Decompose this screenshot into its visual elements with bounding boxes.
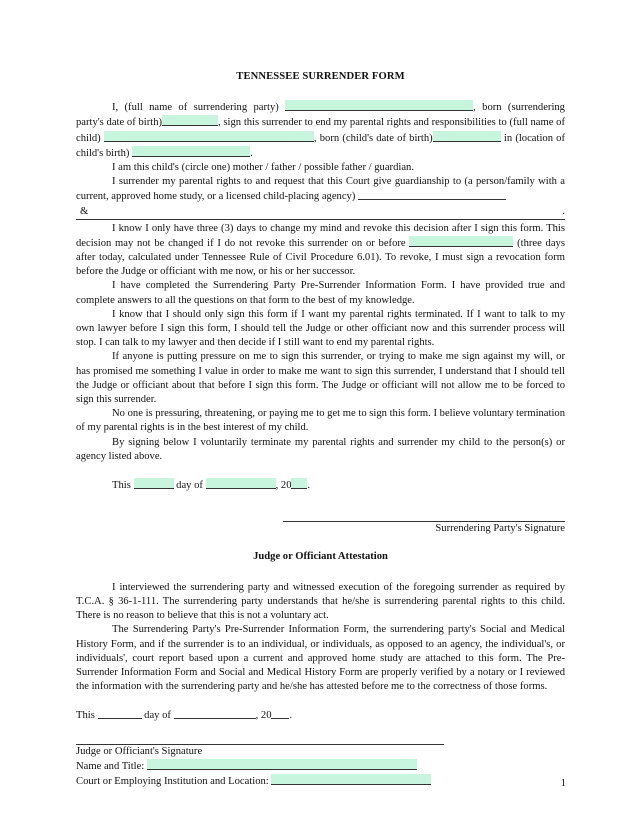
paragraph-lawyer: I know that I should only sign this form if I want my parental rights terminated. If I want to talk to my own lawyer before I sign this form, I should tell the Judge or other officiant now and this surrender process will stop. I can talk to my lawyer and then decide if I still want to end my parental rights. (76, 308, 565, 349)
attestation-heading: Judge or Officiant Attestation (253, 551, 388, 563)
label-child-name: , sign this surrender to end my parental rights and responsibilities to (full name of child) (76, 117, 566, 144)
attestation-date-line (76, 708, 565, 723)
paragraph-revocation (76, 222, 565, 280)
attestation-paragraph-1: I interviewed the surrendering party and witnessed execution of the foregoing surrender as required by T.C.A. § 36-1-111. The surrendering party understands that he/she is surrendering parental rights to this child. There is no reason to believe that this is not a voluntary act. (76, 581, 565, 622)
date-year-label: , 20 (275, 480, 292, 492)
name-title-label: Name and Title: (76, 760, 145, 772)
revocation-text-2: (three days after today, calculated under Tennessee Rule of Civil Procedure 6.01). To revoke, I must sign a revocation form before the Judge or officiant with me now, or his or her successor. (76, 237, 565, 278)
attestation-day-field[interactable] (98, 708, 142, 719)
paragraph-relationship: I am this child's (circle one) mother / father / possible father / guardian. (112, 162, 414, 174)
paragraph-signing: By signing below I voluntarily terminate my parental rights and surrender my child to the person(s) or agency listed above. (76, 436, 565, 462)
surrender-date-line (76, 478, 565, 493)
surrendering-party-name-field[interactable] (285, 100, 473, 111)
surrendering-party-dob-field[interactable] (162, 115, 218, 126)
judge-signature-line[interactable] (76, 730, 444, 745)
court-location-row (76, 774, 565, 789)
court-location-field[interactable] (271, 774, 431, 785)
surrendering-party-signature-caption: Surrendering Party's Signature (435, 523, 565, 535)
child-dob-field[interactable] (433, 131, 501, 142)
child-birth-location-field[interactable] (132, 146, 250, 157)
revocation-date-field[interactable] (409, 236, 513, 247)
paragraph-voluntary: No one is pressuring, threatening, or paying me to get me to sign this form. I believe voluntary termination of my parental rights is in the best interest of my child. (76, 408, 565, 434)
judge-signature-caption: Judge or Officiant's Signature (76, 745, 203, 757)
form-title: TENNESSEE SURRENDER FORM (236, 71, 405, 82)
child-name-field[interactable] (104, 131, 314, 142)
period: . (562, 205, 565, 217)
period: . (289, 710, 293, 722)
form-body (76, 70, 565, 789)
attestation-year-field[interactable] (271, 708, 289, 719)
surrender-day-field[interactable] (134, 478, 174, 489)
label-child-birth-location: in (location of child's birth) (76, 132, 566, 159)
ampersand: & (80, 205, 89, 217)
paragraph-guardianship (76, 175, 565, 204)
attestation-month-field[interactable] (174, 708, 256, 719)
label-child-dob: , born (child's date of birth) (313, 132, 433, 144)
paragraph-information-form: I have completed the Surrendering Party Pre-Surrender Information Form. I have provided true and complete answers to all the questions on that form to the best of my knowledge. (76, 280, 565, 306)
attestation-paragraph-2: The Surrendering Party's Pre-Surrender Information Form, the surrendering party's Social and Medical History Form, and if the surrender is to an individual, or individuals, as opposed to an agency, the individual's, or individuals', court report based upon a current and approved home study are attached to this form. The Pre-Surrender Information Form and Social and Medical History Form are properly verified by a notary or I reviewed the information with the surrendering party and he/she has attested before me to the correctness of those forms. (76, 624, 565, 693)
date-this-label: This (76, 710, 95, 722)
surrendering-party-signature-line[interactable] (283, 507, 565, 522)
guardianship-text: I surrender my parental rights to and request that this Court give guardianship to (a person/family with a current, approved home study, or a licensed child-placing agency) (76, 176, 565, 203)
name-title-row (76, 759, 565, 774)
guardian-name-field[interactable] (358, 189, 506, 200)
date-day-label: day of (176, 480, 203, 492)
surrender-month-field[interactable] (206, 478, 276, 489)
label-surrendering-party-dob: , born (surrendering party's date of birth) (76, 102, 565, 129)
guardian-line-2[interactable] (76, 205, 565, 220)
label-surrendering-party-name: I, (full name of surrendering party) (112, 102, 279, 114)
revocation-text: I know I only have three (3) days to change my mind and revoke this decision after I sign this form. This decision may not be changed if I do not revoke this surrender on or before (76, 222, 565, 249)
court-location-label: Court or Employing Institution and Location: (76, 775, 269, 787)
date-year-label: , 20 (255, 710, 272, 722)
date-this-label: This (112, 480, 131, 492)
page-number: 1 (560, 778, 566, 789)
date-day-label: day of (144, 710, 171, 722)
surrender-year-field[interactable] (291, 478, 307, 489)
period: . (250, 147, 253, 159)
period: . (307, 480, 311, 492)
paragraph-pressure: If anyone is putting pressure on me to sign this surrender, or trying to make me sign against my will, or has promised me something I value in order to make me want to sign this surrender, I understand that I should tell the Judge or officiant about that before I sign this form. The Judge or officiant will not allow me to be forced to sign this surrender. (76, 351, 565, 406)
paragraph-identity (76, 100, 565, 161)
name-title-field[interactable] (147, 759, 417, 770)
